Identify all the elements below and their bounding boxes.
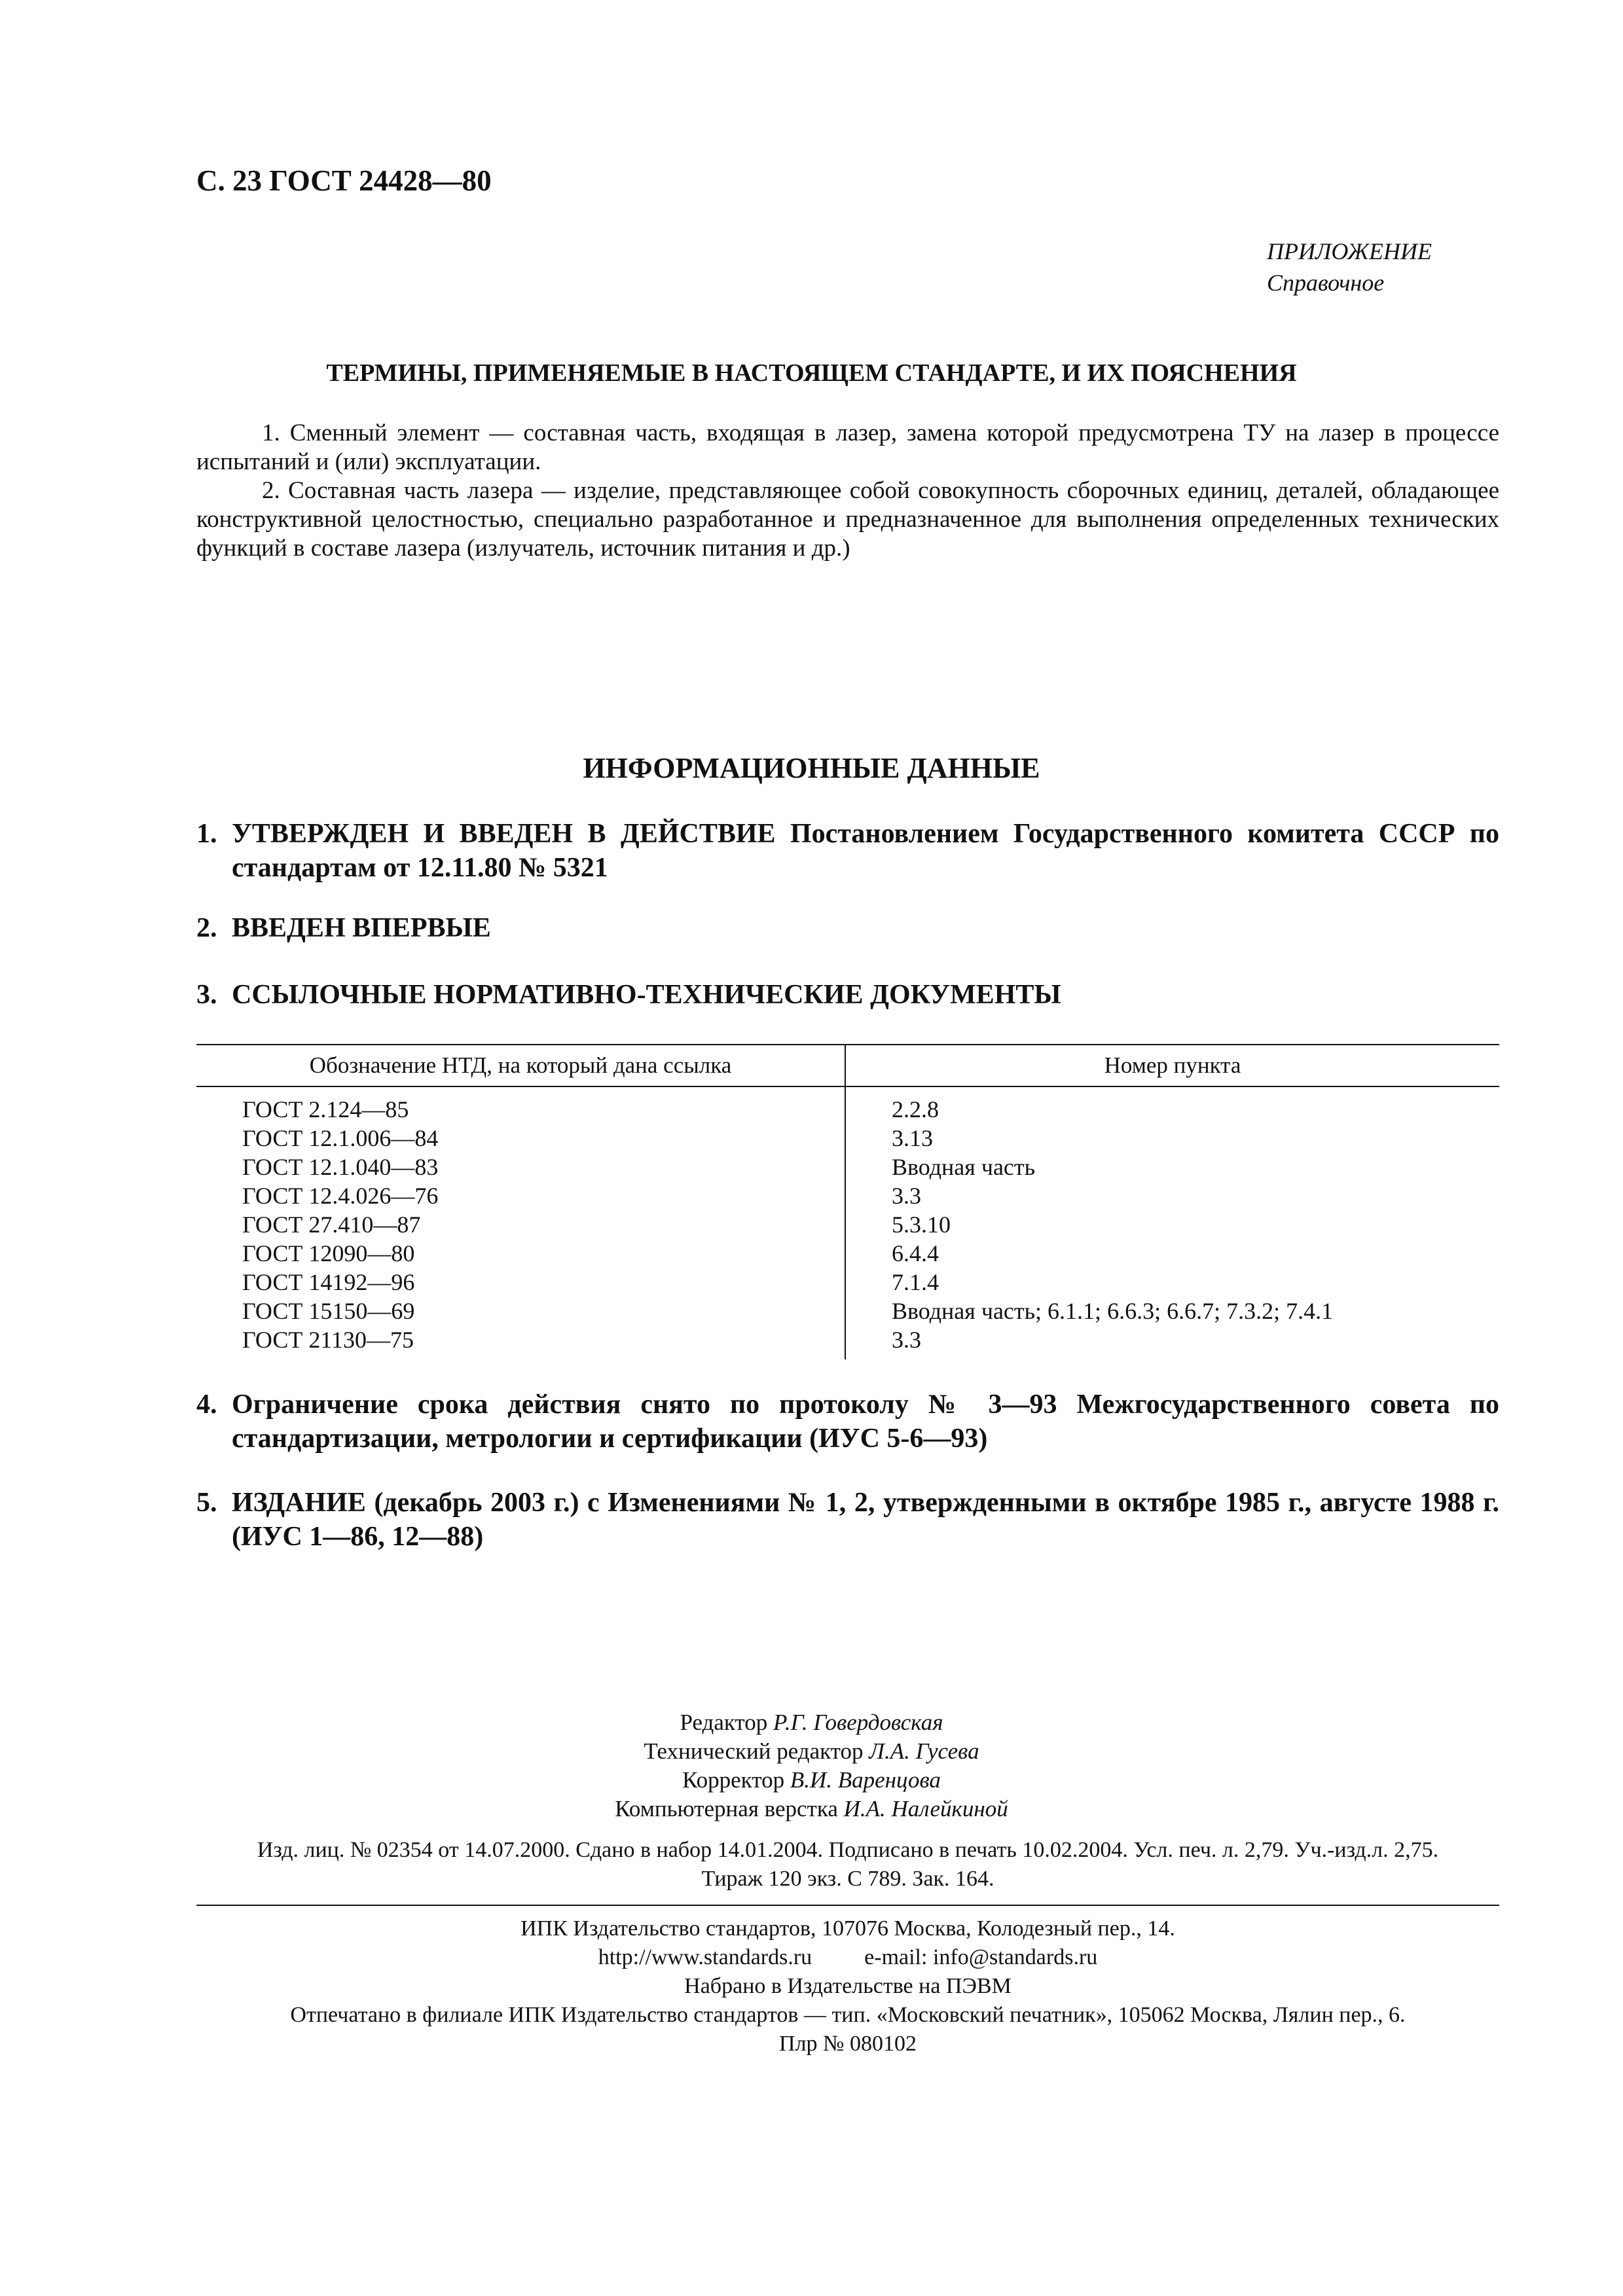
printed-note: Отпечатано в филиале ИПК Издательство стандартов — тип. «Московский печатник», 105062 Москва, Лялин пер., 6. — [290, 2003, 1406, 2027]
appendix-type: Справочное — [1267, 270, 1385, 296]
table-cell-designation: ГОСТ 12.4.026—76 — [196, 1181, 845, 1210]
table-cell-designation: ГОСТ 12090—80 — [196, 1239, 845, 1268]
references-table — [196, 1044, 1499, 1359]
info-item-text: ВВЕДЕН ВПЕРВЫЕ — [232, 913, 491, 943]
terms-list — [196, 419, 1499, 563]
table-cell-designation: ГОСТ 12.1.006—84 — [196, 1124, 845, 1153]
info-item-text: Ограничение срока действия снято по протоколу № 3—93 Межгосударственного совета по стандартизации, метрологии и сертификации (ИУС 5-6—93) — [232, 1390, 1499, 1454]
info-item-2 — [196, 911, 1499, 945]
info-item-number: 3. — [196, 980, 217, 1010]
credit-name: Р.Г. Говердовская — [773, 1710, 943, 1735]
credit-role: Компьютерная верстка — [615, 1796, 838, 1821]
table-header-clause: Номер пункта — [845, 1045, 1499, 1086]
imprint-line-1: Изд. лиц. № 02354 от 14.07.2000. Сдано в набор 14.01.2004. Подписано в печать 10.02.2004. Усл. печ. л. 2,79. Уч.-изд.л. 2,75. — [257, 1838, 1439, 1862]
credit-role: Редактор — [680, 1710, 768, 1735]
info-item-number: 1. — [196, 819, 217, 849]
publisher-address: ИПК Издательство стандартов, 107076 Москва, Колодезный пер., 14. — [520, 1916, 1175, 1941]
info-title: ИНФОРМАЦИОННЫЕ ДАННЫЕ — [583, 752, 1040, 784]
info-item-text: ИЗДАНИЕ (декабрь 2003 г.) с Изменениями № 1, 2, утвержденными в октябре 1985 г., августе 1988 г. (ИУС 1—86, 12—88) — [232, 1488, 1499, 1552]
appendix-label: ПРИЛОЖЕНИЕ — [1267, 238, 1432, 264]
terms-title: ТЕРМИНЫ, ПРИМЕНЯЕМЫЕ В НАСТОЯЩЕМ СТАНДАРТЕ, И ИХ ПОЯСНЕНИЯ — [326, 359, 1297, 387]
credit-name: Л.А. Гусева — [869, 1738, 979, 1764]
table-cell-designation: ГОСТ 2.124—85 — [196, 1086, 845, 1124]
table-cell-clause: 3.3 — [892, 1327, 921, 1353]
table-header-designation: Обозначение НТД, на который дана ссылка — [196, 1045, 845, 1086]
info-item-3 — [196, 978, 1499, 1012]
credits-block — [0, 1708, 1623, 1823]
table-header-row — [196, 1045, 1499, 1086]
credit-line — [0, 1708, 1623, 1737]
website-link[interactable]: http://www.standards.ru — [598, 1945, 812, 1969]
table-row — [196, 1239, 1499, 1268]
info-item-number: 5. — [196, 1488, 217, 1518]
table-cell-clause: 3.13 — [892, 1125, 933, 1151]
table-cell-clause: 7.1.4 — [892, 1269, 939, 1295]
table-row — [196, 1325, 1499, 1359]
info-item-5 — [196, 1486, 1499, 1554]
info-item-4 — [196, 1388, 1499, 1456]
credit-name: И.А. Налейкиной — [843, 1796, 1008, 1821]
credit-line — [0, 1795, 1623, 1823]
info-item-text: УТВЕРЖДЕН И ВВЕДЕН В ДЕЙСТВИЕ Постановлением Государственного комитета СССР по стандартам от 12.11.80 № 5321 — [232, 819, 1499, 883]
table-row — [196, 1124, 1499, 1153]
info-item-text: ССЫЛОЧНЫЕ НОРМАТИВНО-ТЕХНИЧЕСКИЕ ДОКУМЕНТЫ — [232, 980, 1061, 1010]
table-row — [196, 1297, 1499, 1325]
contact-line — [196, 1943, 1499, 1972]
table-cell-clause: 5.3.10 — [892, 1211, 951, 1238]
credit-role: Корректор — [682, 1767, 785, 1793]
table-row — [196, 1086, 1499, 1124]
table-cell-clause: Вводная часть; 6.1.1; 6.6.3; 6.6.7; 7.3.2; 7.4.1 — [892, 1298, 1334, 1324]
imprint-line-2: Тираж 120 экз. С 789. Зак. 164. — [701, 1867, 994, 1891]
term-item: 1. Сменный элемент — составная часть, входящая в лазер, замена которой предусмотрена ТУ на лазер в процессе испытаний и (или) эксплуатации. — [196, 420, 1499, 475]
credit-name: В.И. Варенцова — [790, 1767, 941, 1793]
credit-line — [0, 1766, 1623, 1795]
typeset-note: Набрано в Издательстве на ПЭВМ — [684, 1974, 1012, 1998]
table-row — [196, 1181, 1499, 1210]
footer-divider — [196, 1905, 1499, 1906]
table-cell-designation: ГОСТ 12.1.040—83 — [196, 1153, 845, 1181]
page-header: С. 23 ГОСТ 24428—80 — [196, 164, 492, 197]
table-cell-designation: ГОСТ 14192—96 — [196, 1268, 845, 1297]
table-cell-clause: Вводная часть — [892, 1154, 1036, 1180]
table-cell-clause: 3.3 — [892, 1183, 921, 1209]
info-item-number: 2. — [196, 913, 217, 943]
credit-line — [0, 1737, 1623, 1766]
table-cell-designation: ГОСТ 15150—69 — [196, 1297, 845, 1325]
term-item: 2. Составная часть лазера — изделие, представляющее собой совокупность сборочных единиц, деталей, обладающее конструктивной целостностью, специально разработанное и предназначенное для выполнения определенных технических функций в составе лазера (излучатель, источник питания и др.) — [196, 477, 1499, 562]
table-row — [196, 1210, 1499, 1239]
footer-block — [196, 1914, 1499, 2058]
table-cell-designation: ГОСТ 27.410—87 — [196, 1210, 845, 1239]
license-number: Плр № 080102 — [779, 2032, 917, 2056]
appendix-label-block — [1267, 236, 1432, 298]
table-cell-designation: ГОСТ 21130—75 — [196, 1325, 845, 1359]
info-item-number: 4. — [196, 1390, 217, 1420]
table-row — [196, 1153, 1499, 1181]
info-item-1 — [196, 817, 1499, 885]
imprint-block — [196, 1836, 1499, 1893]
table-row — [196, 1268, 1499, 1297]
table-cell-clause: 2.2.8 — [892, 1096, 939, 1122]
email-link[interactable]: e-mail: info@standards.ru — [864, 1945, 1098, 1969]
credit-role: Технический редактор — [644, 1738, 864, 1764]
table-cell-clause: 6.4.4 — [892, 1240, 939, 1266]
